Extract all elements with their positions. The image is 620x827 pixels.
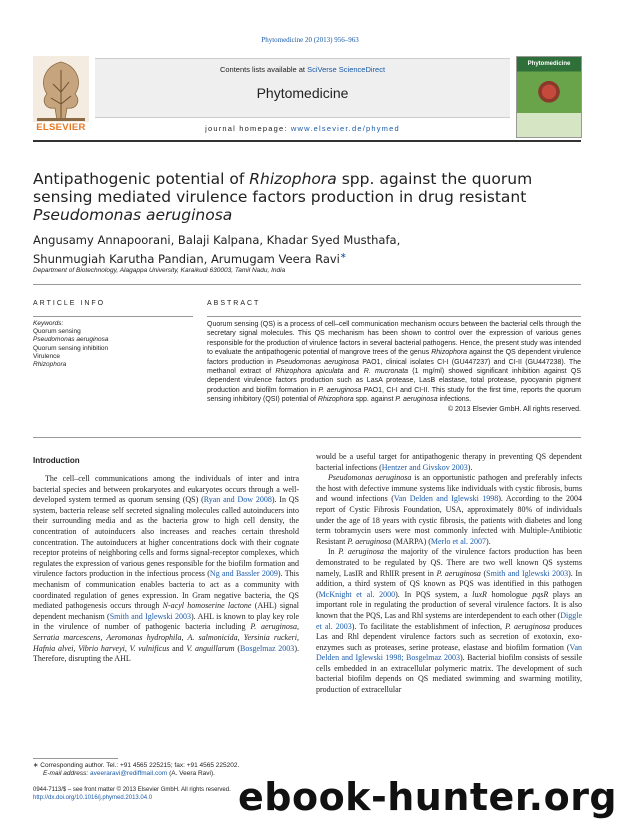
reference-link[interactable]: Merlo et al. 2007 bbox=[430, 536, 487, 546]
reference-link[interactable]: Diggle et al. 2003 bbox=[316, 610, 582, 631]
intro-paragraph-2: Pseudomonas aeruginosa is an opportunistic pathogen and preferably infects the host with defective immune systems like individuals with cystic fibrosis, burns and wound infections (Van Delden and Iglewski 1998). According to the 2004 report of Cystic Fibrosis Foundation, USA, approximately 80% of individuals under the age of 18 years with cystic fibrosis, the patients with diabetes and long term tobramycin users were most commonly infected with Multiple-Antibiotic Resistant P. aeruginosa (MARPA) (Merlo et al. 2007). bbox=[316, 473, 582, 546]
author-email-link[interactable]: aveeraravi@rediffmail.com bbox=[89, 770, 168, 777]
article-info-divider bbox=[33, 316, 193, 317]
intro-paragraph-continued: would be a useful target for antipathogenic therapy in preventing QS dependent bacterial infections (Hentzer and Givskov 2003). bbox=[316, 452, 582, 472]
journal-homepage bbox=[95, 124, 510, 133]
body-column-left bbox=[33, 474, 299, 665]
doi-link[interactable]: http://dx.doi.org/10.1016/j.phymed.2013.04.0 bbox=[33, 794, 153, 801]
contents-line bbox=[95, 65, 510, 74]
journal-name: Phytomedicine bbox=[256, 85, 349, 101]
authors-line-1: Angusamy Annapoorani, Balaji Kalpana, Khadar Syed Musthafa, bbox=[33, 233, 401, 247]
journal-citation[interactable]: Phytomedicine 20 (2013) 956–963 bbox=[261, 36, 359, 44]
corresponding-author-footnote: ∗ Corresponding author. Tel.: +91 4565 225215; fax: +91 4565 225202. E-mail address: aveeraravi@rediffmail.com (A. Veera Ravi). bbox=[33, 762, 240, 777]
corresponding-author-mark[interactable]: ∗ bbox=[339, 251, 347, 260]
keyword-item: Quorum sensing bbox=[33, 328, 81, 336]
reference-link[interactable]: Ryan and Dow 2008 bbox=[203, 495, 272, 505]
homepage-link[interactable]: www.elsevier.de/phymed bbox=[290, 124, 400, 133]
reference-link[interactable]: Ng and Bassler 2009 bbox=[209, 569, 278, 579]
keyword-item: Virulence bbox=[33, 352, 60, 360]
title-divider bbox=[33, 284, 581, 285]
contents-prefix: Contents lists available at bbox=[219, 65, 308, 74]
sciencedirect-link[interactable]: SciVerse ScienceDirect bbox=[307, 65, 386, 74]
elsevier-wordmark: ELSEVIER bbox=[36, 122, 86, 133]
abstract-heading: ABSTRACT bbox=[207, 300, 261, 307]
reference-link[interactable]: Smith and Iglewski 2003 bbox=[109, 611, 192, 621]
copyright-notice: © 2013 Elsevier GmbH. All rights reserved. bbox=[447, 405, 581, 413]
keyword-item: Pseudomonas aeruginosa bbox=[33, 336, 109, 344]
reference-link[interactable]: Bosgelmaz 2003 bbox=[240, 643, 295, 653]
reference-link[interactable]: Smith and Iglewski 2003 bbox=[486, 568, 569, 578]
abstract-text: Quorum sensing (QS) is a process of cell–cell communication mechanism occurs between the bacterial cells through the secretary signal molecules. This QS mechanism has been shown to control over the expression of various genes responsible for the production of virulence factors in several bacterial pathogens. Hence, the present study was intended to evaluate the antipathogenic potential of mangrove trees of the genus Rhizophora against the QS dependent virulence factors production in Pseudomonas aeruginosa PAO1, clinical isolates CI-I (GU447237) and CI-II (GU447238). The methanol extract of Rhizophora apiculata and R. mucronata (1 mg/ml) showed significant inhibition against QS dependent virulence factors production such as LasA protease, LasB elastase, total protease, pyocyanin pigment production and biofilm formation in P. aeruginosa PAO1, CI-I and CI-II. This study for the first time, reports the quorum sensing inhibitory (QSI) potential of Rhizophora spp. against P. aeruginosa infections. © 2013 Elsevier GmbH. All rights reserved. bbox=[207, 321, 581, 413]
affiliation: Department of Biotechnology, Alagappa University, Karaikudi 630003, Tamil Nadu, India bbox=[33, 267, 286, 274]
body-column-right bbox=[316, 452, 582, 696]
journal-header-band bbox=[95, 58, 510, 118]
article-authors bbox=[33, 233, 593, 267]
keywords-label: Keywords: bbox=[33, 320, 64, 327]
abstract-divider bbox=[207, 316, 581, 317]
footnote-divider bbox=[33, 758, 118, 759]
article-title: Antipathogenic potential of Rhizophora spp. against the quorum sensing mediated virulence factors production in drug resistant Pseudomonas aeruginosa bbox=[33, 170, 533, 224]
article-info-heading: ARTICLE INFO bbox=[33, 300, 106, 307]
header-divider bbox=[33, 140, 581, 142]
keyword-item: Rhizophora bbox=[33, 361, 67, 369]
homepage-prefix: journal homepage: bbox=[205, 124, 291, 133]
issn-line: 0944-7113/$ – see front matter © 2013 Elsevier GmbH. All rights reserved. bbox=[33, 787, 231, 793]
journal-cover-image bbox=[516, 56, 582, 138]
intro-paragraph-3: In P. aeruginosa the majority of the virulence factors production has been demonstrated to be regulated by QS. There are two well known QS systems namely, LasIR and RhlIR present in P. aeruginosa (Smith and Iglewski 2003). In addition, a third system of QS known as PQS was identified in this pathogen (McKnight et al. 2000). In PQS system, a luxR homologue pqsR plays an important role in regulating the production of several virulence factors. It is also known that the PQS, Las and Rhl systems are interdependent to each other (Diggle et al. 2003). To facilitate the establishment of infection, P. aeruginosa produces Las and Rhl dependent virulence factors such as secretion of exotoxin, exo-enzymes such as proteases, serine protease, elastase and biofilm formation (Van Delden and Iglewski 1998; Bosgelmaz 2003). Bacterial biofilm consists of sessile cells embedded in an extracellular polymeric matrix. The development of such bacterial biofilm depends on QS mediated swimming and swarming motility, production of extracellular bbox=[316, 547, 583, 695]
reference-link[interactable]: McKnight et al. 2000 bbox=[318, 589, 396, 599]
reference-link[interactable]: Hentzer and Givskov 2003 bbox=[381, 462, 468, 472]
introduction-heading: Introduction bbox=[33, 456, 80, 465]
intro-paragraph-1: The cell–cell communications among the individuals of inter and intra bacterial species and between prokaryotes and eukaryotes occurs through a well-developed system termed as quorum sensing (QS) (Ryan and Dow 2008). In QS system, bacteria release self secreted signaling molecules called autoinducers into their surrounding media and as the bacteria grow to high cell density, the concentration of autoinducers also increases and reaches certain threshold concentration. The autoinducers at higher concentrations dock with their cognate receptor proteins of neighboring cells and forms signal-receptor complexes, which regulates the expression of various genes responsible for the biofilm formation and virulence factors production in the infectious process (Ng and Bassler 2009). This mechanism of communication enables bacteria to act as a community with coordinated regulation of genes expression. In Gram negative bacteria, the QS mediated pathogenesis occurs through N-acyl homoserine lactone (AHL) signal dependent mechanism (Smith and Iglewski 2003). AHL is known to play key role in the virulence of number of pathogenic bacteria including P. aeruginosa, Serratia marcescens, Aeromonas hydrophila, A. salmonicida, Yersinia ruckeri, Hafnia alvei, Vibrio harveyi, V. vulnificus and V. anguillarum (Bosgelmaz 2003). Therefore, disrupting the AHL bbox=[33, 474, 300, 664]
watermark-text: ebook-hunter.org bbox=[238, 775, 618, 819]
keyword-item: Quorum sensing inhibition bbox=[33, 344, 109, 352]
reference-link[interactable]: Van Delden and Iglewski 1998; Bosgelmaz 2003 bbox=[316, 642, 582, 663]
reference-link[interactable]: Van Delden and Iglewski 1998 bbox=[393, 494, 499, 504]
abstract-bottom-divider bbox=[33, 437, 581, 438]
cover-title: Phytomedicine bbox=[527, 61, 571, 67]
keywords-block bbox=[33, 320, 193, 369]
cover-plant-icon bbox=[535, 79, 563, 111]
authors-line-2: Shunmugiah Karutha Pandian, Arumugam Veera Ravi∗ bbox=[33, 251, 347, 266]
